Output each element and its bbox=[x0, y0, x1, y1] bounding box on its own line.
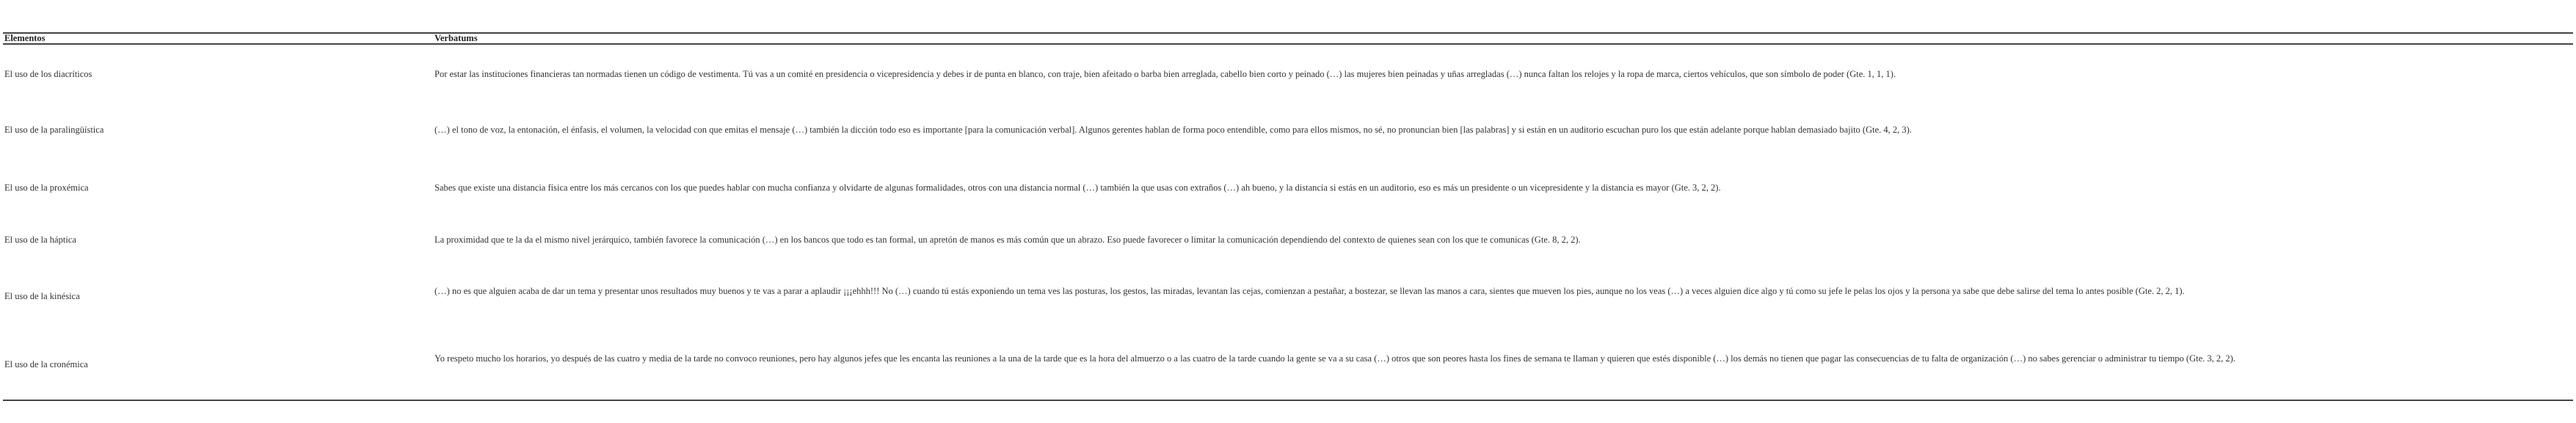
row-element-label: El uso de la paralingüística bbox=[4, 125, 104, 135]
table-header-rule bbox=[3, 43, 2573, 45]
header-elementos: Elementos bbox=[4, 33, 46, 43]
row-verbatim-text: Sabes que existe una distancia física entre los más cercanos con los que puedes hablar con mucha confianza y olvidarte de algunas formalidades, otros con una distancia normal (…) también la que usas con extraños (…) ah bueno, y la distancia si estás en un auditorio, eso es más un presidente o un vicepresidente y la distancia es mayor (Gte. 3, 2, 2). bbox=[434, 183, 1721, 193]
row-verbatim-text: Yo respeto mucho los horarios, yo después de las cuatro y media de la tarde no convoco reuniones, pero hay algunos jefes que les encanta las reuniones a la una de la tarde que es la hora del almuerzo o a las cuatro de la tarde cuando la gente se va a su casa (…) otros que son peores hasta los fines de semana te llaman y quieren que estés disponible (…) los demás no tienen que pagar las consecuencias de tu falta de organización (…) no sabes gerenciar o administrar tu tiempo (Gte. 3, 2, 2). bbox=[434, 353, 2235, 364]
table-bottom-rule bbox=[3, 400, 2573, 401]
row-element-label: El uso de los diacríticos bbox=[4, 69, 92, 79]
row-verbatim-text: Por estar las instituciones financieras tan normadas tienen un código de vestimenta. Tú vas a un comité en presidencia o vicepresidencia y debes ir de punta en blanco, con traje, bien afeitado o barba bien arreglada, cabello bien corto y peinado (…) las mujeres bien peinadas y uñas arregladas (…) nunca faltan los relojes y la ropa de marca, ciertos vehículos, que son símbolo de poder (Gte. 1, 1, 1). bbox=[434, 69, 1896, 79]
row-element-label: El uso de la háptica bbox=[4, 235, 76, 245]
row-verbatim-text: (…) el tono de voz, la entonación, el énfasis, el volumen, la velocidad con que emitas el mensaje (…) también la dicción todo eso es importante [para la comunicación verbal]. Algunos gerentes hablan de forma poco entendible, como para ellos mismos, no sé, no pronuncian bien [las palabras] y si están en un auditorio escuchan puro los que están adelante porque hablan demasiado bajito (Gte. 4, 2, 3). bbox=[434, 125, 1912, 135]
table-header bbox=[0, 32, 2576, 44]
row-verbatim-text: La proximidad que te la da el mismo nivel jerárquico, también favorece la comunicación (…) en los bancos que todo es tan formal, un apretón de manos es más común que un abrazo. Eso puede favorecer o limitar la comunicación dependiendo del contexto de quienes sean con los que te comunicas (Gte. 8, 2, 2). bbox=[434, 235, 1581, 245]
header-verbatums: Verbatums bbox=[434, 33, 478, 43]
row-element-label: El uso de la cronémica bbox=[4, 359, 88, 369]
row-element-label: El uso de la proxémica bbox=[4, 183, 89, 193]
row-element-label: El uso de la kinésica bbox=[4, 291, 80, 301]
row-verbatim-text: (…) no es que alguien acaba de dar un tema y presentar unos resultados muy buenos y te vas a parar a aplaudir ¡¡¡ehhh!!! No (…) cuando tú estás exponiendo un tema ves las posturas, los gestos, las miradas, levantan las cejas, comienzan a pestañar, a bostezar, se llevan las manos a cara, sientes que mueven los pies, aunque no los veas (…) a veces alguien dice algo y tú como su jefe le pelas los ojos y la persona ya sabe que debe salirse del tema lo antes posible (Gte. 2, 2, 1). bbox=[434, 286, 2185, 296]
